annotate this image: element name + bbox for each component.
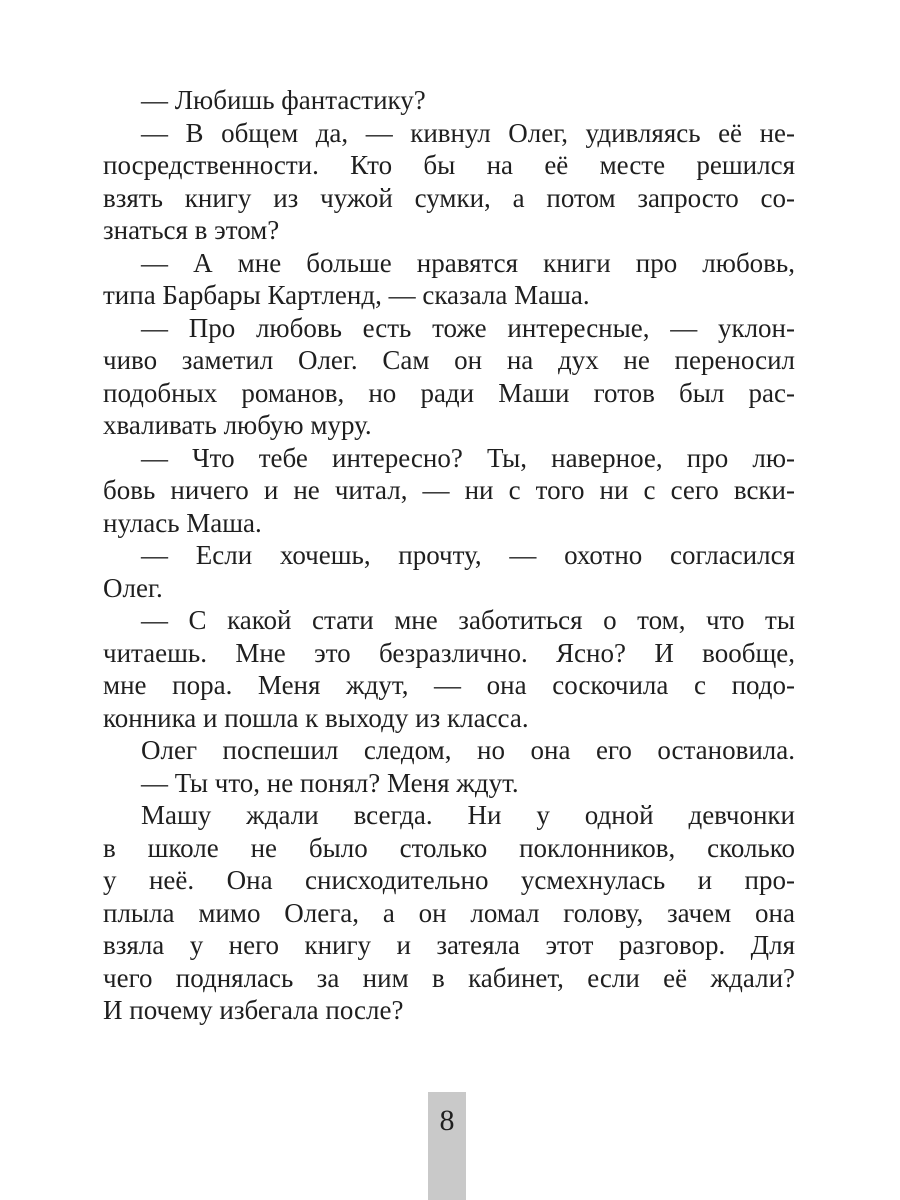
text-line: конника и пошла к выходу из класса. xyxy=(103,702,529,733)
text-line: — Если хочешь, прочту, — охотно согласился xyxy=(141,540,795,570)
text-line: — С какой стати мне заботиться о том, что ты xyxy=(141,605,795,635)
text-line: посредственности. Кто бы на её месте решился xyxy=(103,150,795,180)
text-line: — Что тебе интересно? Ты, наверное, про лю- xyxy=(141,442,795,473)
text-line: бовь ничего и не читал, — ни с того ни с сего вски- xyxy=(103,475,795,505)
text-line: чего поднялась за ним в кабинет, если её ждали? xyxy=(103,962,795,993)
text-line: И почему избегала после? xyxy=(103,995,404,1025)
text-line: — Ты что, не понял? Меня ждут. xyxy=(141,767,519,798)
page-text xyxy=(103,84,795,1027)
text-line: — Про любовь есть тоже интересные, — уклон- xyxy=(141,312,795,343)
text-line: взять книгу из чужой сумки, а потом запросто со- xyxy=(103,182,795,213)
text-line: взяла у него книгу и затеяла этот разговор. Для xyxy=(103,930,795,960)
text-line: — А мне больше нравятся книги про любовь, xyxy=(141,247,795,278)
text-line: у неё. Она снисходительно усмехнулась и про- xyxy=(103,865,795,895)
text-line: Олег. xyxy=(103,572,163,603)
text-line: в школе не было столько поклонников, сколько xyxy=(103,832,795,863)
text-line: плыла мимо Олега, а он ломал голову, зачем она xyxy=(103,897,795,928)
page-number-tab xyxy=(428,1092,466,1200)
text-line: хваливать любую муру. xyxy=(103,410,372,440)
text-line: — Любишь фантастику? xyxy=(141,85,426,115)
text-line: подобных романов, но ради Маши готов был рас- xyxy=(103,377,795,408)
text-line: нулась Маша. xyxy=(103,507,262,538)
text-line: читаешь. Мне это безразлично. Ясно? И вообще, xyxy=(103,637,795,668)
text-line: Олег поспешил следом, но она его остановила. xyxy=(141,735,795,765)
text-line: типа Барбары Картленд, — сказала Маша. xyxy=(103,280,590,310)
text-line: знаться в этом? xyxy=(103,215,280,245)
page-number: 8 xyxy=(439,1104,455,1137)
text-line: Машу ждали всегда. Ни у одной девчонки xyxy=(141,800,795,830)
text-line: чиво заметил Олег. Сам он на дух не переносил xyxy=(103,345,795,375)
text-line: — В общем да, — кивнул Олег, удивляясь её не- xyxy=(141,117,795,148)
text-line: мне пора. Меня ждут, — она соскочила с подо- xyxy=(103,670,795,700)
